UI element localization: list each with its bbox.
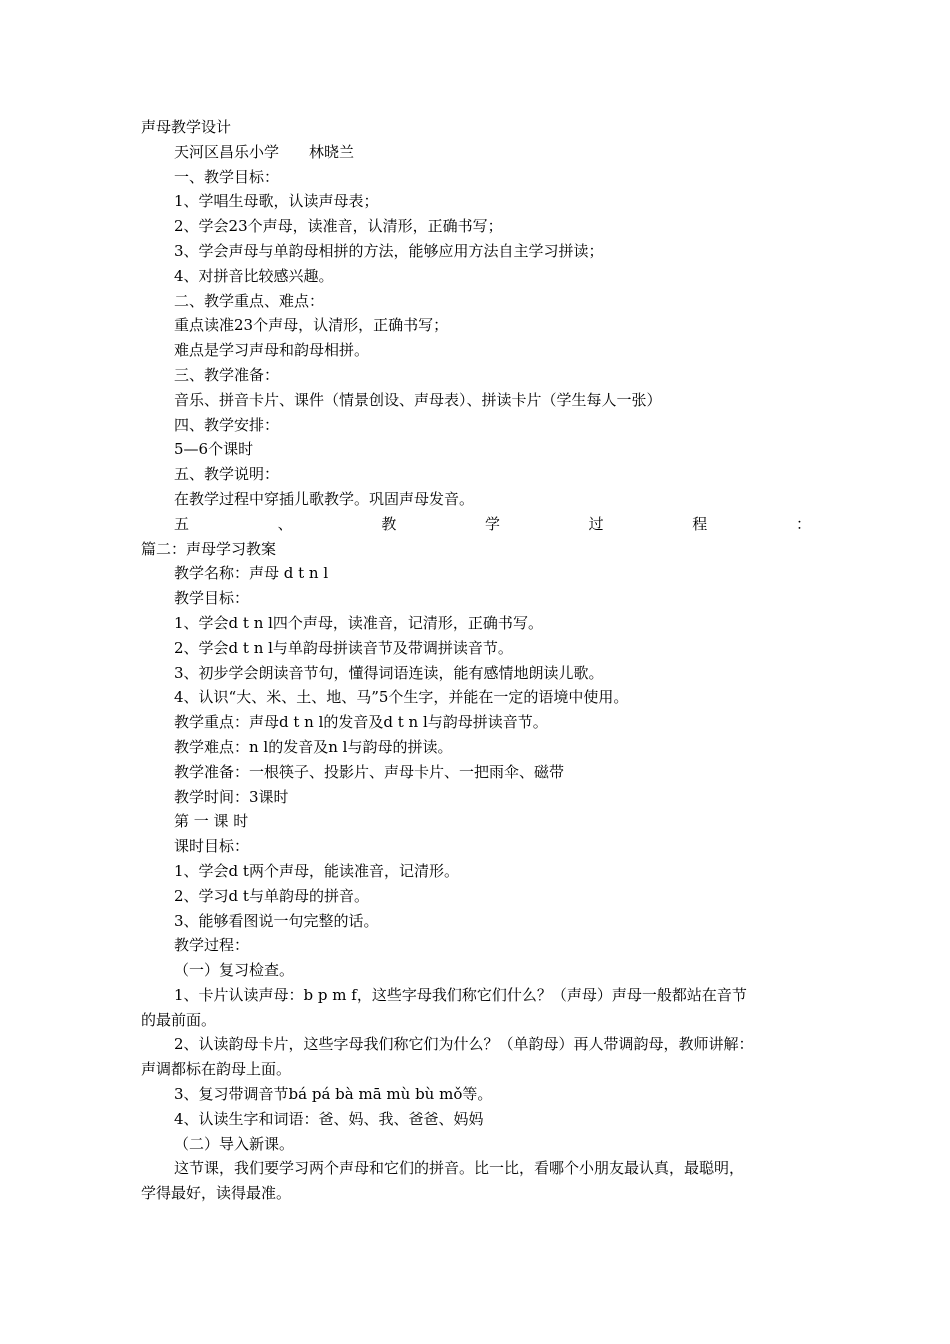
text-line: 难点是学习声母和韵母相拼。 <box>174 341 370 360</box>
text-line: 四、教学安排： <box>174 415 280 434</box>
spread-char: 过 <box>588 514 604 533</box>
text-line: 教学难点：n l的发音及n l与韵母的拼读。 <box>174 737 453 756</box>
text-line: 教学过程： <box>174 936 250 955</box>
text-line: 三、教学准备： <box>174 365 280 384</box>
text-line: 一、教学目标： <box>174 167 280 186</box>
text-line: 1、学会d t两个声母，能读准音，记清形。 <box>174 861 459 880</box>
text-line: 4、认读生字和词语：爸、妈、我、爸爸、妈妈 <box>174 1109 484 1128</box>
paragraph-line: 的最前面。 <box>141 1010 217 1029</box>
text-line: 3、初步学会朗读音节句，懂得词语连读，能有感情地朗读儿歌。 <box>174 663 604 682</box>
spread-char: ： <box>795 514 811 533</box>
text-line: 1、学会d t n l四个声母，读准音，记清形，正确书写。 <box>174 613 543 632</box>
text-line: 教学准备：一根筷子、投影片、声母卡片、一把雨伞、磁带 <box>174 762 565 781</box>
spread-char: 教 <box>381 514 397 533</box>
document-page <box>141 115 811 1206</box>
paragraph-line: 2、认读韵母卡片，这些字母我们称它们为什么？（单韵母）再人带调韵母，教师讲解： <box>174 1035 754 1054</box>
text-line: 3、复习带调音节bá pá bà mā mù bù mǒ等。 <box>174 1085 493 1104</box>
text-line: 在教学过程中穿插儿歌教学。巩固声母发音。 <box>174 489 475 508</box>
spread-char: 程 <box>692 514 708 533</box>
text-line: 教学时间：3课时 <box>174 787 289 806</box>
text-line: 教学名称：声母 d t n l <box>174 564 329 583</box>
text-line: 4、认识“大、米、土、地、马”5个生字，并能在一定的语境中使用。 <box>174 688 629 707</box>
text-line: 二、教学重点、难点： <box>174 291 325 310</box>
spread-char: 学 <box>484 514 500 533</box>
paragraph-line: 这节课，我们要学习两个声母和它们的拼音。比一比，看哪个小朋友最认真，最聪明， <box>174 1159 745 1178</box>
part2-title: 篇二：声母学习教案 <box>141 539 277 558</box>
spread-char: 五 <box>174 514 190 533</box>
text-line: 2、学会d t n l与单韵母拼读音节及带调拼读音节。 <box>174 638 513 657</box>
text-line: 1、学唱生母歌，认读声母表； <box>174 192 379 211</box>
text-line: 重点读准23个声母，认清形，正确书写； <box>174 316 449 335</box>
text-line: 教学目标： <box>174 589 250 608</box>
text-line: 第 一 课 时 <box>174 812 249 831</box>
text-line: 音乐、拼音卡片、课件（情景创设、声母表）、拼读卡片（学生每人一张） <box>174 390 662 409</box>
text-line: 课时目标： <box>174 837 250 856</box>
text-line: 3、能够看图说一句完整的话。 <box>174 911 379 930</box>
paragraph-line: 声调都标在韵母上面。 <box>141 1060 292 1079</box>
text-line: 教学重点：声母d t n l的发音及d t n l与韵母拼读音节。 <box>174 713 548 732</box>
text-line: （一）复习检查。 <box>174 961 295 980</box>
document-title: 声母教学设计 <box>141 118 232 136</box>
text-line: 4、对拼音比较感兴趣。 <box>174 266 334 285</box>
text-line: 五、教学说明： <box>174 465 280 484</box>
paragraph-line: 1、卡片认读声母：b p m f，这些字母我们称它们什么？（声母）声母一般都站在音节 <box>174 985 747 1004</box>
author-line: 天河区昌乐小学 林晓兰 <box>174 142 355 161</box>
text-line: （二）导入新课。 <box>174 1134 295 1153</box>
text-line: 2、学习d t与单韵母的拼音。 <box>174 886 369 905</box>
text-line: 5—6个课时 <box>174 440 254 459</box>
text-line: 3、学会声母与单韵母相拼的方法，能够应用方法自主学习拼读； <box>174 241 604 260</box>
text-line: 2、学会23个声母，读准音，认清形，正确书写； <box>174 217 503 236</box>
spread-char: 、 <box>277 514 293 533</box>
paragraph-line: 学得最好，读得最准。 <box>141 1184 292 1203</box>
section-heading-spread <box>141 512 811 537</box>
